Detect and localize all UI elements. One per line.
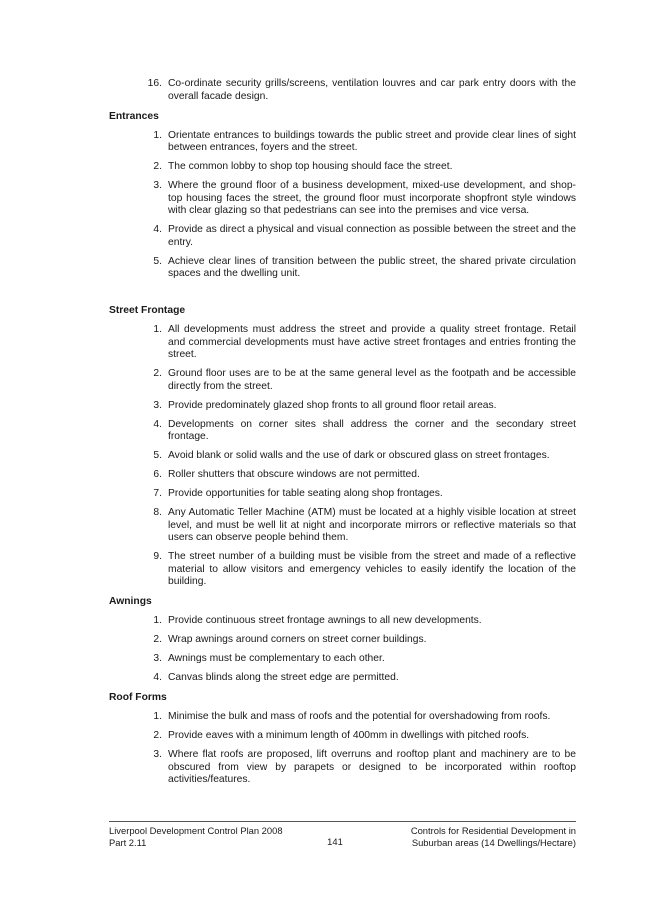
section-heading-street-frontage: Street Frontage [109, 305, 186, 316]
footer-plan-title: Liverpool Development Control Plan 2008 [109, 825, 283, 836]
list-item [109, 711, 576, 724]
list-item-text: Provide opportunities for table seating along shop frontages. [168, 488, 443, 499]
list-item-text: Provide as direct a physical and visual connection as possible between the street and the entry. [168, 224, 576, 248]
list-item-number: 7. [153, 488, 162, 499]
list-item-number: 8. [153, 507, 162, 518]
list-item-text: Provide continuous street frontage awnings to all new developments. [168, 615, 482, 626]
list-item-text: Where flat roofs are proposed, lift overruns and rooftop plant and machinery are to be obscured from view by parapets or designed to be incorporated within rooftop activities/features. [168, 749, 576, 785]
section-heading-entrances: Entrances [109, 110, 159, 122]
list-item-number: 3. [153, 399, 162, 411]
list-item-number: 16. [147, 78, 162, 89]
footer-left [109, 825, 283, 848]
list-item [109, 256, 576, 281]
list-item-text: Awnings must be complementary to each other. [168, 653, 385, 664]
list-item [109, 324, 576, 362]
list-item-text: Any Automatic Teller Machine (ATM) must be located at a highly visible location at street level, and must be well lit at night and incorporate mirrors or reflective materials so that users can observe people behind them. [168, 507, 576, 543]
list-item [109, 161, 576, 174]
list-item-number: 9. [153, 551, 162, 562]
list-item [109, 749, 576, 787]
list-item [109, 469, 576, 482]
roof-forms-list [109, 711, 576, 787]
list-item-number: 1. [153, 324, 162, 335]
list-item-text: Roller shutters that obscure windows are not permitted. [168, 469, 420, 480]
footer-divider [109, 821, 576, 822]
section-spacer [109, 287, 576, 304]
list-item [109, 130, 576, 155]
list-item-text: Provide eaves with a minimum length of 400mm in dwellings with pitched roofs. [168, 730, 530, 741]
section-heading-awnings: Awnings [109, 596, 152, 607]
list-item-number: 2. [153, 161, 162, 172]
list-item-text: Wrap awnings around corners on street corner buildings. [168, 634, 427, 645]
list-item-text: Canvas blinds along the street edge are permitted. [168, 672, 399, 683]
list-item-text: Co-ordinate security grills/screens, ventilation louvres and car park entry doors with the overall facade design. [168, 78, 576, 102]
list-item-number: 4. [153, 672, 162, 683]
list-item [109, 224, 576, 249]
list-item-number: 3. [153, 749, 162, 760]
list-item-number: 3. [153, 180, 162, 191]
list-item-text: Ground floor uses are to be at the same general level as the footpath and be accessible directly from the street. [168, 368, 576, 392]
street-frontage-list [109, 324, 576, 589]
list-item-text: Achieve clear lines of transition between the public street, the shared private circulation spaces and the dwelling unit. [168, 255, 576, 279]
list-item-number: 4. [153, 418, 162, 430]
list-item-text: Minimise the bulk and mass of roofs and the potential for overshadowing from roofs. [168, 711, 551, 722]
section-heading-roof-forms: Roof Forms [109, 692, 167, 703]
list-item-number: 1. [153, 615, 162, 626]
list-item-text: All developments must address the street and provide a quality street frontage. Retail and commercial developments must have active street frontages and entries fronting the street. [168, 324, 576, 360]
list-item-number: 4. [153, 224, 162, 235]
list-item [109, 400, 576, 413]
list-item-number: 5. [153, 450, 162, 461]
list-item [109, 180, 576, 218]
list-item-text: Where the ground floor of a business development, mixed-use development, and shop-top housing faces the street, the ground floor must incorporate shopfront style windows with clear glazing so that pedestrians can see into the premises and vice versa. [168, 180, 576, 216]
list-item [109, 672, 576, 685]
list-item-number: 1. [153, 711, 162, 722]
intro-list [109, 78, 576, 103]
list-item [109, 730, 576, 743]
list-item-text: Avoid blank or solid walls and the use of dark or obscured glass on street frontages. [168, 450, 550, 461]
list-item [109, 450, 576, 463]
footer-part-number: Part 2.11 [109, 836, 147, 848]
entrances-list [109, 130, 576, 281]
list-item [109, 634, 576, 647]
list-item [109, 653, 576, 666]
list-item [109, 419, 576, 444]
footer-section-title-line2: Suburban areas (14 Dwellings/Hectare) [411, 836, 576, 848]
list-item-text: The street number of a building must be visible from the street and made of a reflective material to allow visitors and emergency vehicles to easily identify the location of the building. [168, 551, 576, 587]
list-item [109, 368, 576, 393]
list-item [109, 78, 576, 103]
list-item-text: The common lobby to shop top housing should face the street. [168, 161, 453, 172]
page-content [109, 78, 576, 793]
list-item-number: 6. [153, 469, 162, 480]
awnings-list [109, 615, 576, 685]
list-item [109, 507, 576, 545]
footer-section-title-line1: Controls for Residential Development in [410, 825, 576, 836]
list-item-number: 2. [153, 730, 162, 741]
list-item [109, 488, 576, 501]
list-item-number: 3. [153, 653, 162, 664]
list-item-number: 2. [153, 634, 162, 645]
list-item-number: 5. [153, 255, 162, 267]
list-item [109, 551, 576, 589]
list-item-text: Orientate entrances to buildings towards the public street and provide clear lines of sight between entrances, foyers and the street. [168, 129, 576, 153]
page-number: 141 [327, 836, 343, 847]
list-item-number: 1. [153, 129, 162, 141]
list-item-text: Provide predominately glazed shop fronts to all ground floor retail areas. [168, 399, 497, 411]
footer-right [411, 825, 576, 848]
list-item-text: Developments on corner sites shall address the corner and the secondary street frontage. [168, 418, 576, 442]
list-item-number: 2. [153, 368, 162, 379]
list-item [109, 615, 576, 628]
